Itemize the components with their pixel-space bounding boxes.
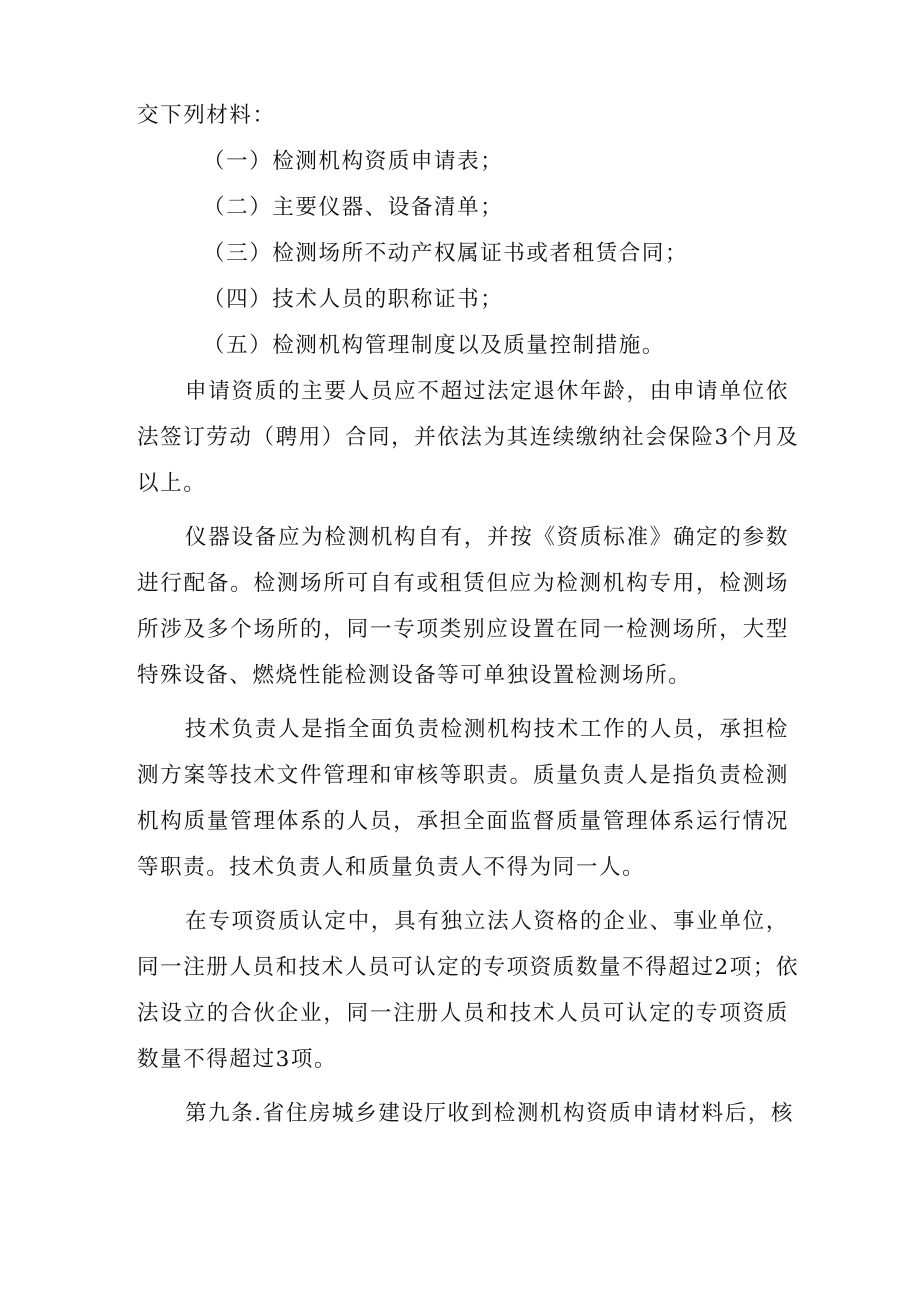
paragraph-3-line-2: 测方案等技术文件管理和审核等职责。质量负责人是指负责检测 [137,763,789,788]
list-item-2: （二）主要仪器、设备清单； [203,195,504,220]
paragraph-3-line-4: 等职责。技术负责人和质量负责人不得为同一人。 [137,855,646,880]
paragraph-1-line-1: 申请资质的主要人员应不超过法定退休年龄，由申请单位依 [185,379,789,404]
paragraph-2-line-3: 所涉及多个场所的，同一专项类别应设置在同一检测场所，大型 [137,617,789,642]
article-9-line-1: 第九条.省住房城乡建设厅收到检测机构资质申请材料后，核 [185,1101,795,1126]
paragraph-3-line-1: 技术负责人是指全面负责检测机构技术工作的人员，承担检 [185,717,789,742]
list-item-5: （五）检测机构管理制度以及质量控制措施。 [203,333,666,358]
paragraph-3-line-3: 机构质量管理体系的人员，承担全面监督质量管理体系运行情况 [137,809,789,834]
paragraph-2-line-4: 特殊设备、燃烧性能检测设备等可单独设置检测场所。 [137,663,692,688]
paragraph-4-line-2: 同一注册人员和技术人员可认定的专项资质数量不得超过2项；依 [137,955,800,980]
paragraph-4-line-1: 在专项资质认定中，具有独立法人资格的企业、事业单位， [185,909,789,934]
paragraph-4-line-4: 数量不得超过3项。 [137,1047,338,1072]
paragraph-2-line-1: 仪器设备应为检测机构自有，并按《资质标准》确定的参数 [185,525,789,550]
text-line-continuation: 交下列材料： [137,103,276,128]
list-item-4: （四）技术人员的职称证书； [203,287,504,312]
paragraph-1-line-2: 法签订劳动（聘用）合同，并依法为其连续缴纳社会保险3个月及 [137,425,800,450]
paragraph-4-line-3: 法设立的合伙企业，同一注册人员和技术人员可认定的专项资质 [137,1001,789,1026]
paragraph-2-line-2: 进行配备。检测场所可自有或租赁但应为检测机构专用，检测场 [137,571,789,596]
paragraph-1-line-3: 以上。 [137,471,207,496]
list-item-1: （一）检测机构资质申请表； [203,149,504,174]
list-item-3: （三）检测场所不动产权属证书或者租赁合同； [203,241,689,266]
